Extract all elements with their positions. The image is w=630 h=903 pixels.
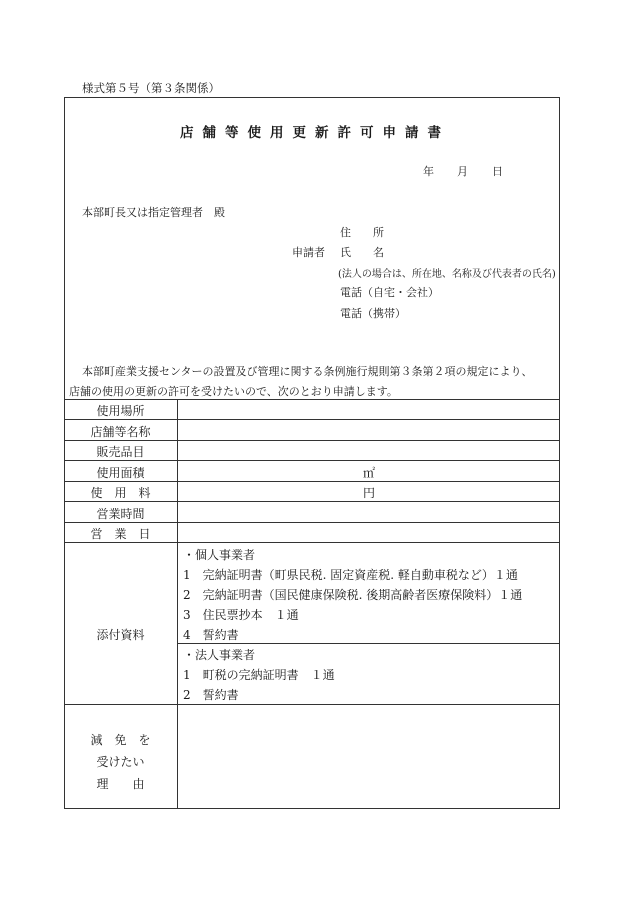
row-line (64, 460, 560, 461)
form-code: 様式第５号（第３条関係） (82, 81, 220, 95)
address-label: 住 所 (340, 226, 384, 239)
applicant-label: 申請者 (292, 246, 325, 259)
addressee: 本部町長又は指定管理者 殿 (82, 206, 225, 219)
row-line (64, 419, 560, 420)
reduction-label-line1: 減 免 を (90, 733, 151, 747)
table-label-items: 販売品目 (96, 445, 145, 459)
date-year[interactable]: 年 (423, 165, 434, 178)
name-label: 氏 名 (340, 246, 384, 259)
body-text-line2: 店舗の使用の更新の許可を受けたいので、次のとおり申請します。 (69, 385, 398, 398)
attachments-divider (178, 643, 560, 644)
date-line (0, 163, 630, 177)
table-label-area: 使用面積 (96, 466, 145, 480)
table-label-days: 営 業 日 (90, 527, 151, 541)
row-line (64, 440, 560, 441)
form-title: 店舗等使用更新許可申請書 (180, 125, 450, 141)
reduction-label-line2: 受けたい (96, 755, 145, 769)
reduction-reason-field[interactable] (178, 705, 559, 808)
corporate-header: ・法人事業者 (183, 648, 256, 662)
row-line (64, 522, 560, 523)
date-day[interactable]: 日 (492, 165, 503, 178)
table-label-store-name: 店舗等名称 (90, 425, 151, 439)
table-value-area[interactable]: ㎡ (362, 466, 375, 480)
row-line (64, 481, 560, 482)
phone-mobile-label: 電話（携帯） (340, 307, 406, 320)
individual-item: 1 完納証明書（町県民税. 固定資産税. 軽自動車税など）１通 (183, 568, 518, 582)
individual-header: ・個人事業者 (183, 548, 256, 562)
individual-item: 3 住民票抄本 １通 (183, 608, 299, 622)
table-value-fee[interactable]: 円 (362, 486, 375, 500)
individual-item: 2 完納証明書（国民健康保険税. 後期高齢者医療保険料）１通 (183, 588, 523, 602)
individual-item: 4 誓約書 (183, 628, 239, 642)
phone-home-label: 電話（自宅・会社） (340, 286, 439, 299)
table-label-fee: 使 用 料 (90, 486, 151, 500)
corporate-item: 1 町税の完納証明書 １通 (183, 668, 335, 682)
table-top-line (64, 399, 560, 400)
row-line (64, 501, 560, 502)
corporate-item: 2 誓約書 (183, 688, 239, 702)
corporate-note: (法人の場合は、所在地、名称及び代表者の氏名) (338, 269, 556, 280)
body-text-line1: 本部町産業支援センターの設置及び管理に関する条例施行規則第３条第２項の規定により、 (82, 365, 533, 378)
table-label-hours: 営業時間 (96, 507, 145, 521)
table-label-location: 使用場所 (96, 404, 145, 418)
reduction-label-line3: 理 由 (96, 777, 145, 791)
date-month[interactable]: 月 (457, 165, 468, 178)
attachments-label: 添付資料 (96, 628, 145, 642)
row-line (64, 542, 560, 543)
